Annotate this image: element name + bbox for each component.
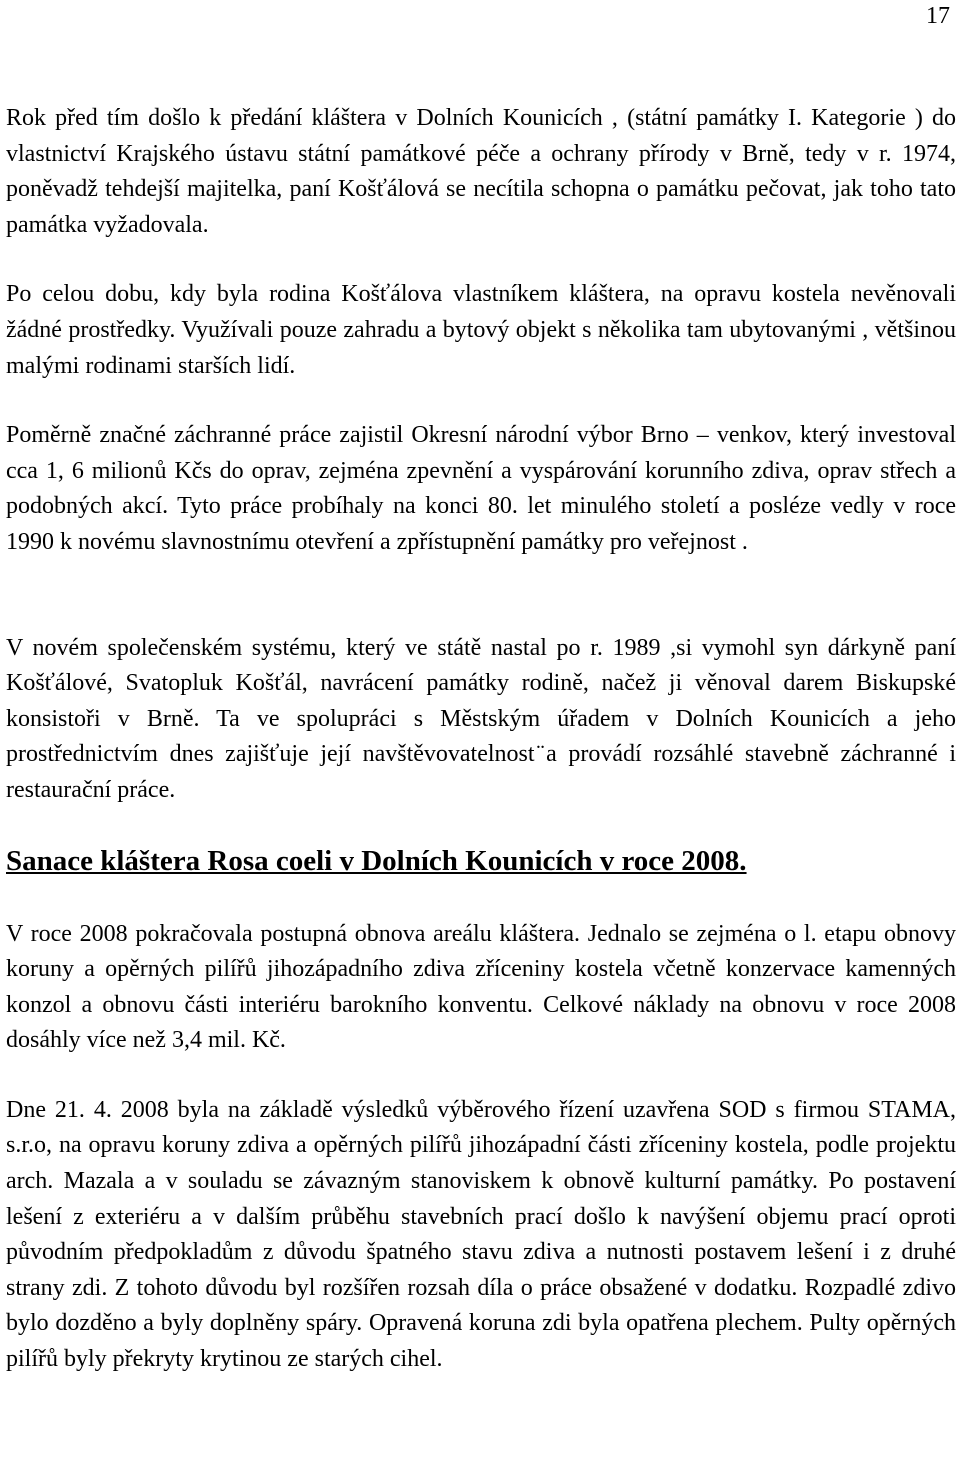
paragraph-2008-restoration: V roce 2008 pokračovala postupná obnova areálu kláštera. Jednalo se zejména o l. etapu obnovy koruny a opěrných pilířů jihozápadního zdiva zříceniny kostela včetně konzervace kamenných konzol a obnovu části interiéru barokního konventu. Celkové náklady na obnovu v roce 2008 dosáhly více než 3,4 mil. Kč. (6, 920, 956, 1054)
paragraph-sod-contract: Dne 21. 4. 2008 byla na základě výsledků výběrového řízení uzavřena SOD s firmou STAMA, s.r.o, na opravu koruny zdiva a opěrných pilířů jihozápadní části zříceniny kostela, podle projektu arch. Mazala a v souladu se závazným stanoviskem k obnově kulturní památky. Po postavení lešení z exteriéru a v dalším průběhu stavebních prací došlo k navýšení objemu prací oproti původním předpokladům z důvodu špatného stavu zdiva a nutnosti postavem lešení i z druhé strany zdi. Z tohoto důvodu byl rozšířen rozsah díla o práce obsažené v dodatku. Rozpadlé zdivo bylo dozděno a byly doplněny spáry. Opravená koruna zdi byla opatřena plechem. Pulty opěrných pilířů byly překryty krytinou ze starých cihel. (6, 1096, 956, 1373)
paragraph-restitution: V novém společenském systému, který ve státě nastal po r. 1989 ,si vymohl syn dárkyně paní Košťálové, Svatopluk Košťál, navrácení památky rodině, načež ji věnoval darem Biskupské konsistoři v Brně. Ta ve spolupráci s Městským úřadem v Dolních Kounicích a jeho prostřednictvím dnes zajišťuje její navštěvovatelnost ̈a provádí rozsáhlé stavebně záchranné i restaurační práce. (6, 634, 956, 803)
page-number: 17 (926, 3, 950, 29)
paragraph-rescue-works: Poměrně značné záchranné práce zajistil Okresní národní výbor Brno – venkov, který investoval cca 1, 6 milionů Kčs do oprav, zejména zpevnění a vyspárování korunního zdiva, oprav střech a podobných akcí. Tyto práce probíhaly na konci 80. let minulého století a posléze vedly v roce 1990 k novému slavnostnímu otevření a zpřístupnění památky pro veřejnost . (6, 422, 956, 555)
paragraph-transfer-of-monastery: Rok před tím došlo k předání kláštera v Dolních Kounicích , (státní památky I. Kategorie ) do vlastnictví Krajského ústavu státní památkové péče a ochrany přírody v Brně, tedy v r. 1974, poněvadž tehdejší majitelka, paní Košťálová se necítila schopna o památku pečovat, jak toho tato památka vyžadovala. (6, 105, 956, 238)
paragraph-kostal-ownership: Po celou dobu, kdy byla rodina Košťálova vlastníkem kláštera, na opravu kostela nevěnovali žádné prostředky. Využívali pouze zahradu a bytový objekt s několika tam ubytovanými , většinou malými rodinami starších lidí. (6, 281, 956, 379)
document-body (6, 101, 956, 1378)
section-heading: Sanace kláštera Rosa coeli v Dolních Kounicích v roce 2008. (6, 844, 747, 877)
